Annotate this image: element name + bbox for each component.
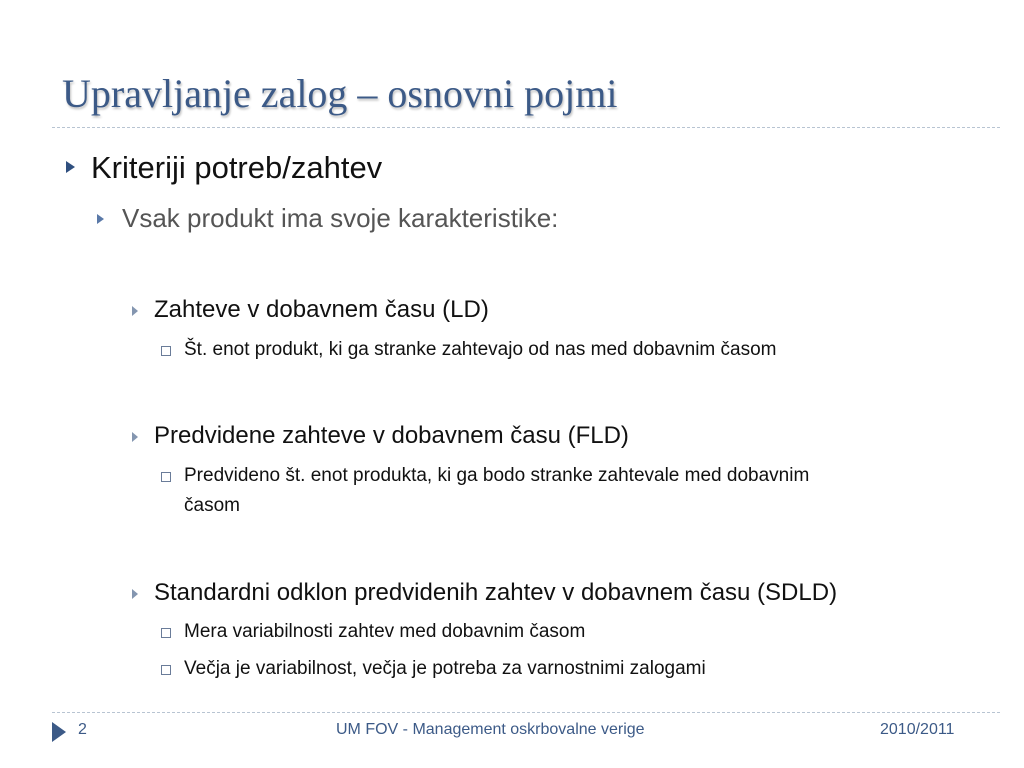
footer-divider <box>52 712 1000 713</box>
bullet-arrow-icon <box>132 306 138 316</box>
bullet-text: Standardni odklon predvidenih zahtev v dobavnem času (SDLD) <box>154 579 838 606</box>
bullet-text: Vsak produkt ima svoje karakteristike: <box>122 203 559 233</box>
bullet-text: Mera variabilnosti zahtev med dobavnim časom <box>184 621 586 642</box>
square-bullet-icon <box>161 346 171 356</box>
slide-title: Upravljanje zalog – osnovni pojmi <box>62 71 618 116</box>
bullet-text: Predvidene zahteve v dobavnem času (FLD) <box>154 422 629 449</box>
bullet-arrow-icon <box>97 214 104 224</box>
footer-title: UM FOV - Management oskrbovalne verige <box>336 721 645 738</box>
bullet-text: Predvideno št. enot produkta, ki ga bodo stranke zahtevale med dobavnim <box>184 465 810 486</box>
footer-arrow-icon <box>52 722 66 742</box>
bullet-arrow-icon <box>132 432 138 442</box>
footer-year: 2010/2011 <box>880 721 955 738</box>
bullet-arrow-icon <box>132 589 138 599</box>
bullet-text-continued: časom <box>184 495 240 516</box>
title-divider <box>52 127 1000 128</box>
square-bullet-icon <box>161 472 171 482</box>
bullet-text: Večja je variabilnost, večja je potreba za varnostnimi zalogami <box>184 658 706 679</box>
bullet-text: Kriteriji potreb/zahtev <box>91 150 383 185</box>
bullet-arrow-icon <box>66 161 75 173</box>
square-bullet-icon <box>161 628 171 638</box>
square-bullet-icon <box>161 665 171 675</box>
bullet-text: Št. enot produkt, ki ga stranke zahtevajo od nas med dobavnim časom <box>184 339 777 360</box>
bullet-text: Zahteve v dobavnem času (LD) <box>154 296 489 323</box>
page-number: 2 <box>78 721 87 738</box>
